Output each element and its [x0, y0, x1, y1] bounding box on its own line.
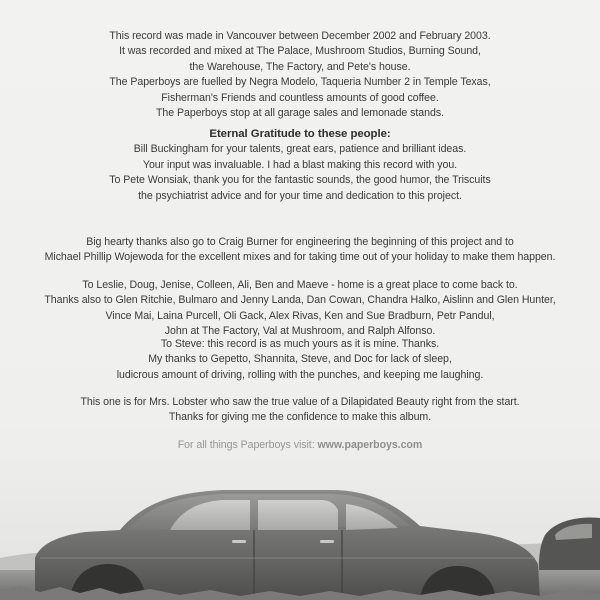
engineering-line: Big hearty thanks also go to Craig Burner for engineering the beginning of this project and to — [86, 236, 514, 248]
friends-paragraph — [0, 278, 600, 340]
credits-line: This record was made in Vancouver between December 2002 and February 2003. — [109, 30, 491, 42]
lobster-paragraph — [0, 395, 600, 426]
credits-line: It was recorded and mixed at The Palace, Mushroom Studios, Burning Sound, — [119, 45, 481, 58]
friends-line: John at The Factory, Val at Mushroom, and Ralph Alfonso. — [164, 325, 436, 338]
door-handle — [320, 540, 334, 543]
vintage-car-photo — [0, 440, 600, 600]
engineering-paragraph — [0, 235, 600, 266]
friends-line: To Leslie, Doug, Jenise, Colleen, Ali, Ben and Maeve - home is a great place to come back to. — [82, 279, 518, 291]
lobster-line: Thanks for giving me the confidence to make this album. — [168, 411, 432, 424]
credits-line: The Paperboys are fuelled by Negra Modelo, Taqueria Number 2 in Temple Texas, — [109, 76, 491, 89]
steve-line: To Steve: this record is as much yours as it is mine. Thanks. — [160, 338, 440, 350]
lobster-line: This one is for Mrs. Lobster who saw the true value of a Dilapidated Beauty right from the start. — [80, 396, 520, 408]
friends-line: Thanks also to Glen Ritchie, Bulmaro and Jenny Landa, Dan Cowan, Chandra Halko, Aislinn and Glen Hunter, — [44, 294, 556, 307]
car-window-middle — [258, 500, 338, 530]
credits-line: Fisherman's Friends and countless amounts of good coffee. — [161, 91, 439, 104]
engineering-line: Michael Phillip Wojewoda for the excellent mixes and for taking time out of your holiday to make them happen. — [44, 251, 556, 264]
gratitude-heading: Eternal Gratitude to these people: — [209, 128, 391, 140]
gratitude-line: Bill Buckingham for your talents, great ears, patience and brilliant ideas. — [133, 143, 467, 156]
credits-paragraph — [0, 29, 600, 121]
gratitude-line: the psychiatrist advice and for your time and dedication to this project. — [138, 189, 462, 202]
steve-line: My thanks to Gepetto, Shannita, Steve, and Doc for lack of sleep, — [148, 353, 452, 366]
credits-line: The Paperboys stop at all garage sales and lemonade stands. — [156, 107, 444, 120]
credits-line: the Warehouse, The Factory, and Pete's house. — [189, 60, 411, 73]
steve-paragraph — [0, 337, 600, 383]
gratitude-paragraph — [0, 127, 600, 204]
gratitude-line: To Pete Wonsiak, thank you for the fantastic sounds, the good humor, the Triscuits — [109, 174, 491, 187]
gratitude-line: Your input was invaluable. I had a blast making this record with you. — [142, 158, 458, 171]
steve-line: ludicrous amount of driving, rolling with the punches, and keeping me laughing. — [116, 368, 484, 381]
friends-line: Vince Mai, Laina Purcell, Oli Gack, Alex Rivas, Ken and Sue Bradburn, Petr Pandul, — [105, 309, 495, 322]
door-handle — [232, 540, 246, 543]
